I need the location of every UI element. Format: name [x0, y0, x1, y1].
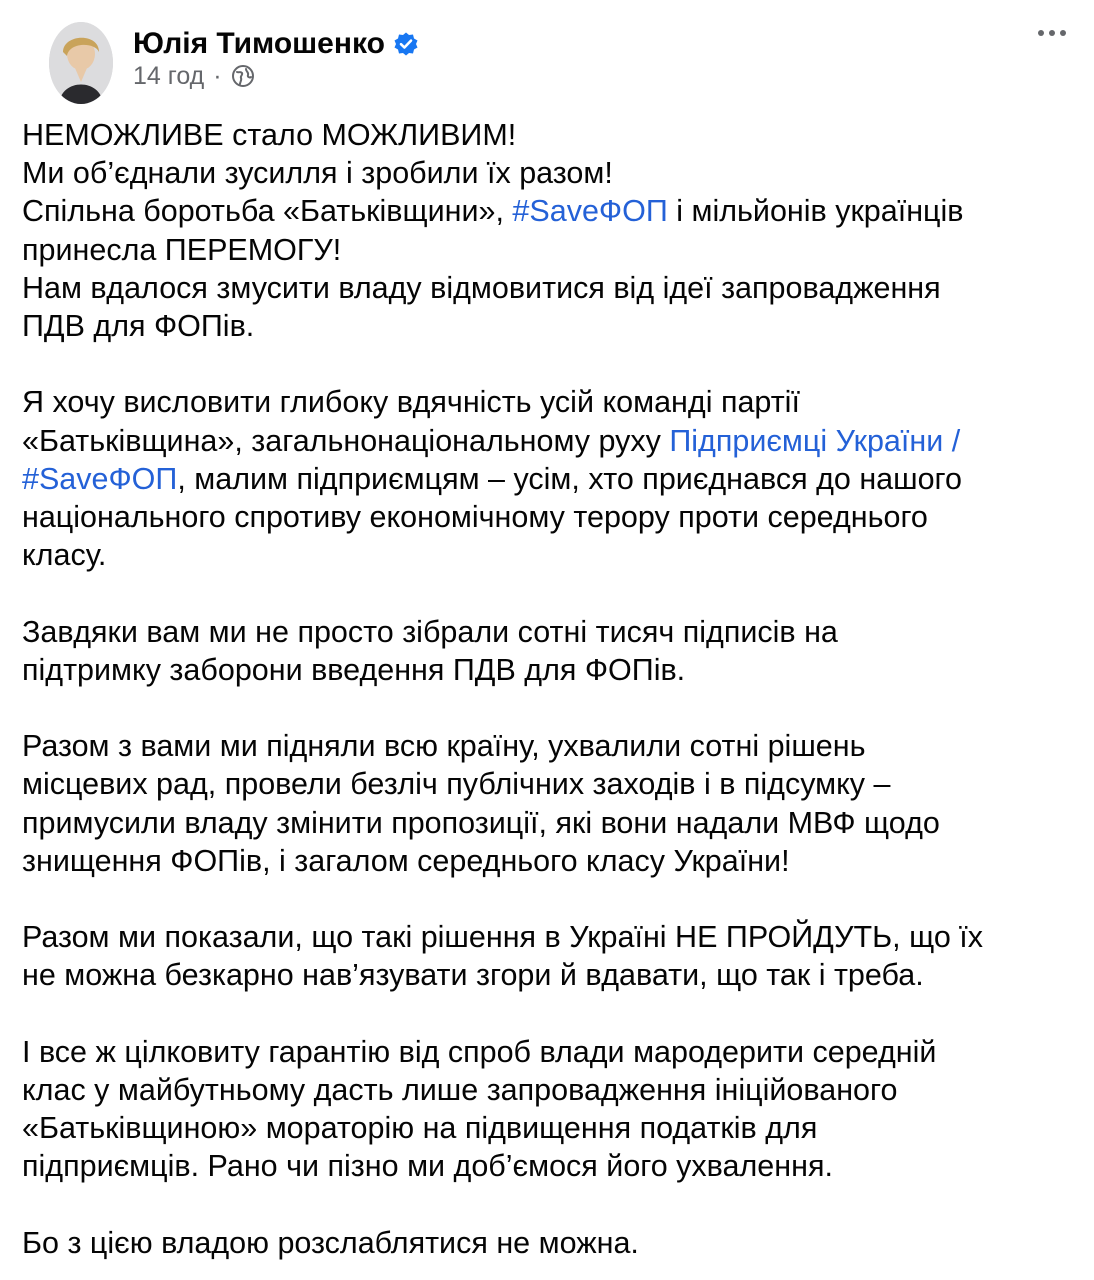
- post-header: [0, 0, 1094, 110]
- post-paragraph: [22, 613, 1082, 689]
- post-text: [22, 116, 1082, 1262]
- post-paragraph: [22, 727, 1082, 880]
- post-text-line: [22, 192, 1082, 230]
- post-paragraph: [22, 1224, 1082, 1262]
- post-text-line: Нам вдалося змусити владу відмовитися від ідеї запровадження: [22, 270, 941, 305]
- post-text-line: [22, 460, 1082, 498]
- post-text-line: Разом з вами ми підняли всю країну, ухвалили сотні рішень: [22, 729, 866, 764]
- post-text-line: знищення ФОПів, і загалом середнього класу України!: [22, 843, 790, 878]
- post-link[interactable]: #SaveФОП: [22, 461, 178, 496]
- post-paragraph: [22, 1033, 1082, 1186]
- post-paragraph: [22, 116, 1082, 345]
- post-text-line: не можна безкарно нав’язувати згори й вдавати, що так і треба.: [22, 958, 924, 993]
- post-text-line: Ми об’єднали зусилля і зробили їх разом!: [22, 156, 613, 191]
- post-text-line: національного спротиву економічному терору проти середнього: [22, 500, 928, 535]
- post-timestamp[interactable]: 14 год: [133, 61, 205, 90]
- post-text-line: І все ж цілковиту гарантію від спроб влади мародерити середній: [22, 1034, 937, 1069]
- post-text-line: ПДВ для ФОПів.: [22, 309, 255, 344]
- post-link[interactable]: #SaveФОП: [512, 194, 668, 229]
- author-name[interactable]: Юлія Тимошенко: [133, 27, 385, 60]
- post-text-line: «Батьківщиною» мораторію на підвищення податків для: [22, 1111, 818, 1146]
- post-text-segment: і мільйонів українців: [667, 194, 964, 229]
- author-row: [133, 26, 419, 62]
- more-options-icon[interactable]: [1026, 18, 1078, 48]
- meta-separator: ·: [213, 61, 222, 90]
- post-paragraph: [22, 918, 1082, 994]
- post-text-line: клас у майбутньому дасть лише запровадження ініційованого: [22, 1073, 898, 1107]
- post-text-line: Я хочу висловити глибоку вдячність усій команді партії: [22, 385, 800, 420]
- post-link[interactable]: Підприємці України /: [669, 423, 961, 458]
- post-text-line: класу.: [22, 538, 107, 573]
- post-text-line: підприємців. Рано чи пізно ми доб’ємося його ухвалення.: [22, 1149, 833, 1184]
- post-text-line: примусили владу змінити пропозиції, які вони надали МВФ щодо: [22, 805, 940, 840]
- post-text-segment: «Батьківщина», загальнонаціональному руху: [22, 423, 670, 458]
- post-text-line: підтримку заборони введення ПДВ для ФОПів.: [22, 652, 686, 687]
- author-avatar[interactable]: [49, 22, 113, 104]
- post-text-line: принесла ПЕРЕМОГУ!: [22, 232, 342, 267]
- post-paragraph: [22, 383, 1082, 574]
- post-meta: [133, 60, 255, 92]
- post-text-segment: , малим підприємцям – усім, хто приєднався до нашого: [177, 461, 962, 496]
- post-text-line: Бо з цією владою розслаблятися не можна.: [22, 1225, 639, 1260]
- post-text-line: Завдяки вам ми не просто зібрали сотні тисяч підписів на: [22, 614, 838, 649]
- post-text-segment: Спільна боротьба «Батьківщини»,: [22, 194, 513, 229]
- globe-icon[interactable]: [231, 64, 255, 88]
- post-text-line: [22, 422, 1082, 460]
- post-text-line: Разом ми показали, що такі рішення в Україні НЕ ПРОЙДУТЬ, що їх: [22, 920, 984, 955]
- post-text-line: НЕМОЖЛИВЕ стало МОЖЛИВИМ!: [22, 118, 517, 152]
- post-text-line: місцевих рад, провели безліч публічних заходів і в підсумку –: [22, 767, 891, 802]
- verified-badge-icon: [393, 31, 419, 57]
